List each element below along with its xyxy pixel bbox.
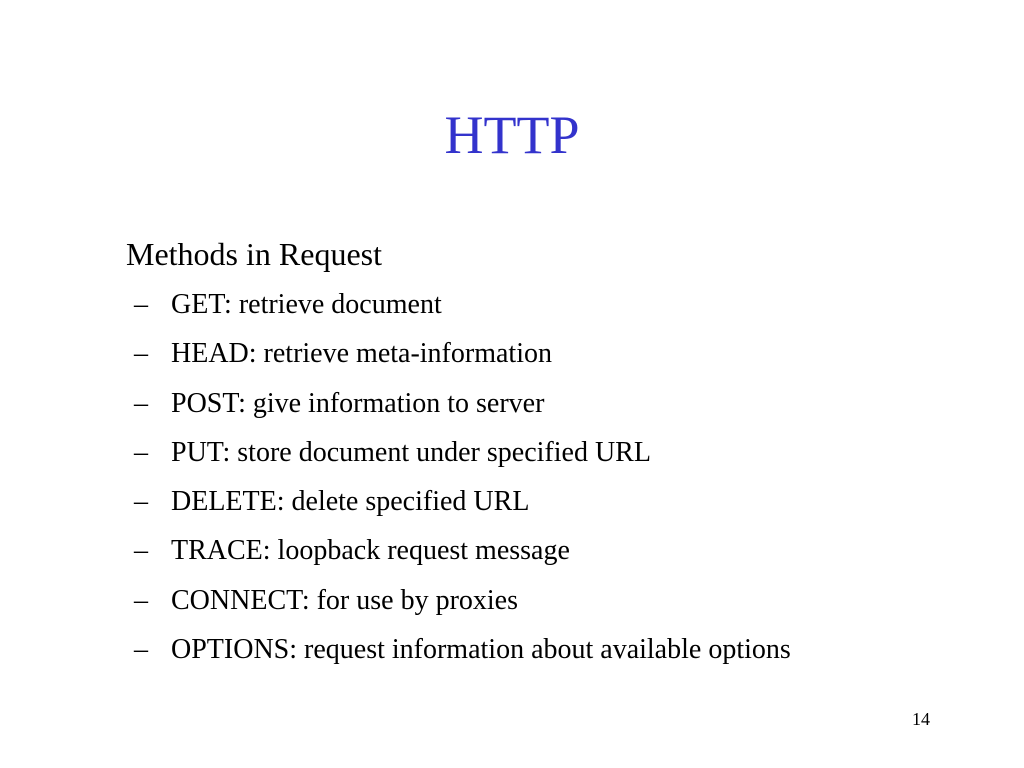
bullet-dash: – (134, 436, 148, 468)
list-item (134, 482, 791, 531)
bullet-dash: – (134, 634, 148, 666)
list-item (134, 334, 791, 383)
list-item (134, 384, 791, 433)
list-item-text: GET: retrieve document (171, 289, 442, 320)
list-item (134, 581, 791, 630)
bullet-dash: – (134, 387, 148, 419)
list-item-text: DELETE: delete specified URL (171, 486, 530, 518)
method-list (134, 285, 791, 679)
list-item (134, 433, 791, 482)
bullet-dash: – (134, 289, 148, 320)
slide-title: HTTP (444, 105, 580, 165)
list-item-text: OPTIONS: request information about available options (171, 634, 791, 666)
list-item (134, 531, 791, 580)
list-item-text: HEAD: retrieve meta-information (171, 338, 552, 370)
list-item-text: PUT: store document under specified URL (171, 436, 651, 468)
bullet-dash: – (134, 338, 148, 370)
list-item-text: POST: give information to server (171, 387, 545, 419)
list-item (134, 630, 791, 679)
bullet-dash: – (134, 584, 148, 616)
list-item-text: CONNECT: for use by proxies (171, 584, 519, 616)
bullet-dash: – (134, 486, 148, 518)
section-heading: Methods in Request (126, 236, 382, 272)
bullet-dash: – (134, 535, 148, 567)
list-item (134, 285, 791, 334)
page-number: 14 (912, 709, 930, 729)
list-item-text: TRACE: loopback request message (171, 535, 570, 567)
